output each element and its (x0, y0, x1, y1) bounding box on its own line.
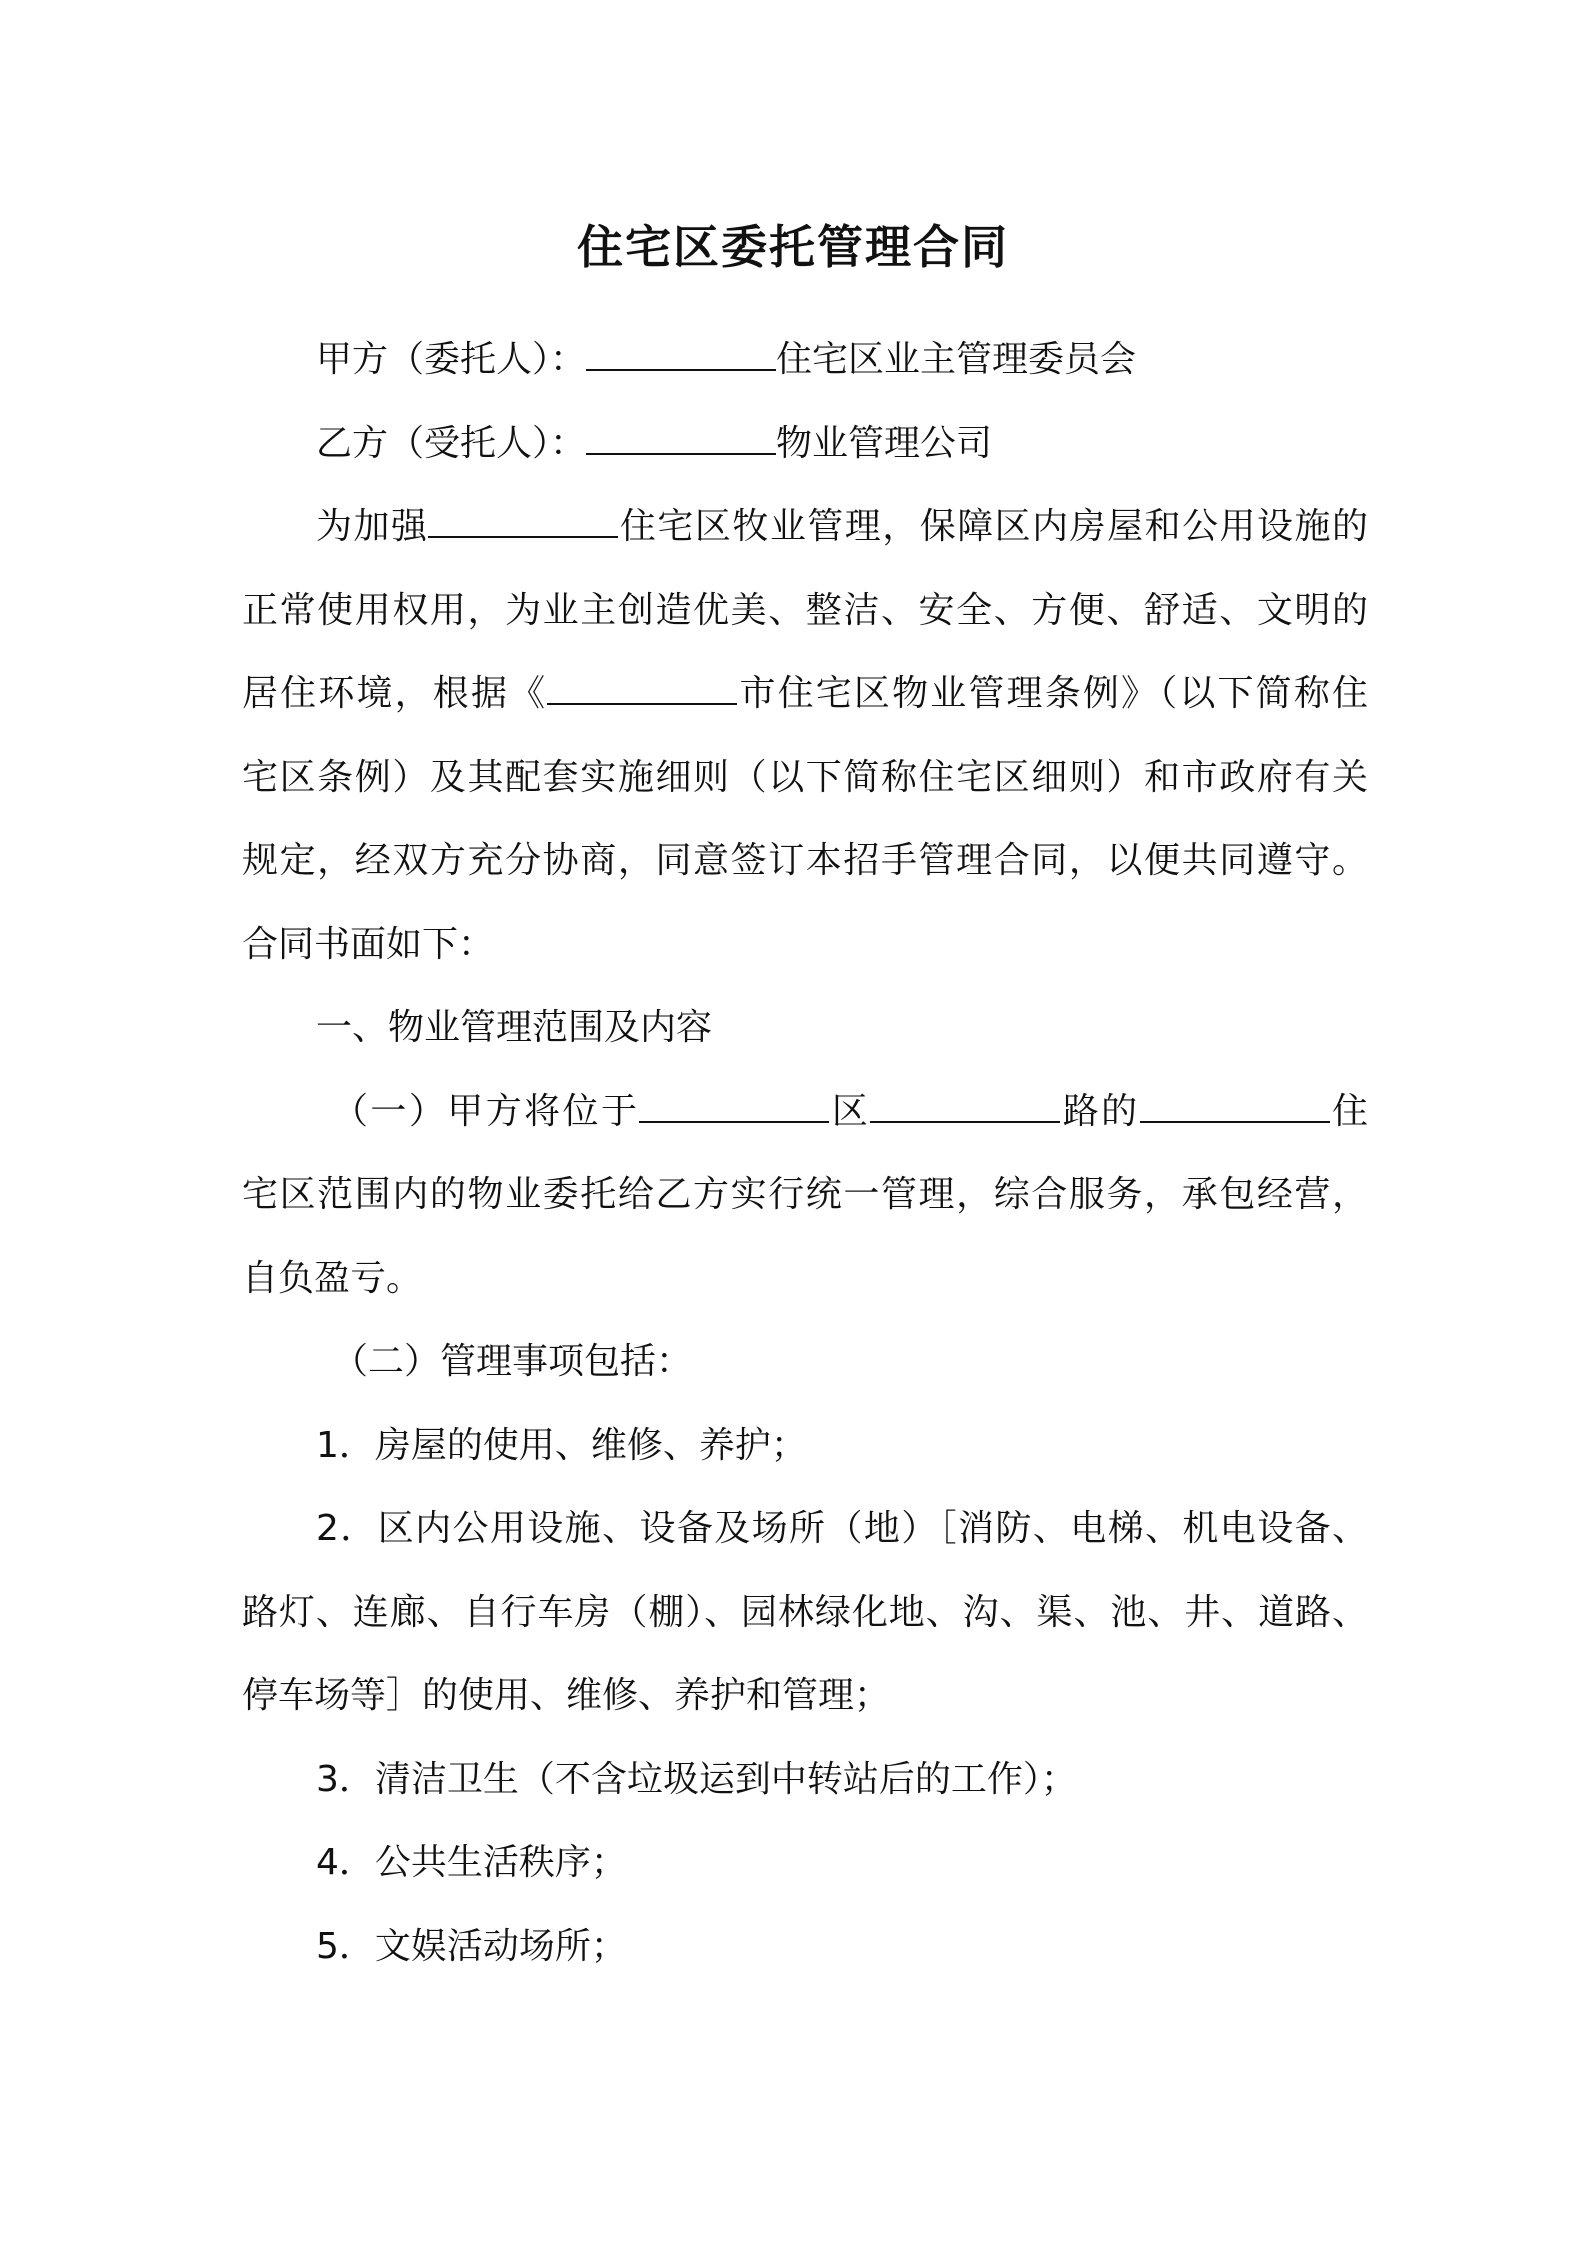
list-item-continuation: 停车场等］的使用、维修、养护和管理； (242, 1675, 891, 1716)
list-item: 1．房屋的使用、维修、养护； (316, 1424, 807, 1466)
preamble-line (242, 485, 1368, 569)
party-b-name: 物业管理公司 (776, 422, 993, 464)
party-a-label: 甲方（委托人）： (316, 339, 587, 380)
list-item: 4．公共生活秩序； (316, 1842, 627, 1883)
section-heading: 一、物业管理范围及内容 (316, 1007, 713, 1048)
party-a-line (242, 318, 1368, 402)
blank-field (547, 673, 737, 705)
party-b-label: 乙方（受托人）： (316, 422, 587, 464)
list-item: 2．区内公用设施、设备及场所（地）［消防、电梯、机电设备、 (316, 1508, 1368, 1549)
preamble-line (242, 652, 1368, 736)
blank-field (586, 423, 776, 455)
preamble-text: 市住宅区物业管理条例》（以下简称住 (737, 673, 1368, 714)
preamble-line: 正常使用权用，为业主创造优美、整洁、安全、方便、舒适、文明的 (242, 589, 1368, 631)
clause-text: （一）甲方将位于 (332, 1090, 640, 1132)
preamble-text: 居住环境，根据《 (242, 673, 548, 714)
preamble-text: 为加强 (316, 506, 429, 547)
preamble-line: 规定，经双方充分协商，同意签订本招手管理合同，以便共同遵守。 (242, 840, 1368, 881)
blank-field (586, 339, 776, 371)
clause-text: 区 (829, 1090, 871, 1132)
preamble-line: 宅区条例）及其配套实施细则（以下简称住宅区细则）和市政府有关 (242, 756, 1368, 798)
blank-field (870, 1091, 1060, 1123)
list-item: 3．清洁卫生（不含垃圾运到中转站后的工作）； (316, 1758, 1077, 1800)
clause-line: 宅区范围内的物业委托给乙方实行统一管理，综合服务，承包经营， (242, 1174, 1368, 1215)
list-item-continuation: 路灯、连廊、自行车房（棚）、园林绿化地、沟、渠、池、井、道路、 (242, 1591, 1368, 1633)
document-title: 住宅区委托管理合同 (577, 220, 1009, 274)
clause-line (242, 1070, 1368, 1154)
clause-text: 路的 (1060, 1090, 1140, 1132)
preamble-text: 住宅区牧业管理，保障区内房屋和公用设施的 (618, 506, 1368, 547)
party-b-line (242, 402, 1368, 486)
preamble-line: 合同书面如下： (242, 923, 495, 965)
document-body (242, 318, 1368, 1988)
list-item: 5．文娱活动场所； (316, 1925, 627, 1967)
blank-field (428, 506, 618, 538)
blank-field (639, 1091, 829, 1123)
clause-line: 自负盈亏。 (242, 1257, 423, 1299)
blank-field (1140, 1091, 1330, 1123)
clause-text: 住 (1329, 1090, 1368, 1132)
party-a-name: 住宅区业主管理委员会 (776, 339, 1137, 380)
clause-heading: （二）管理事项包括： (332, 1341, 693, 1382)
